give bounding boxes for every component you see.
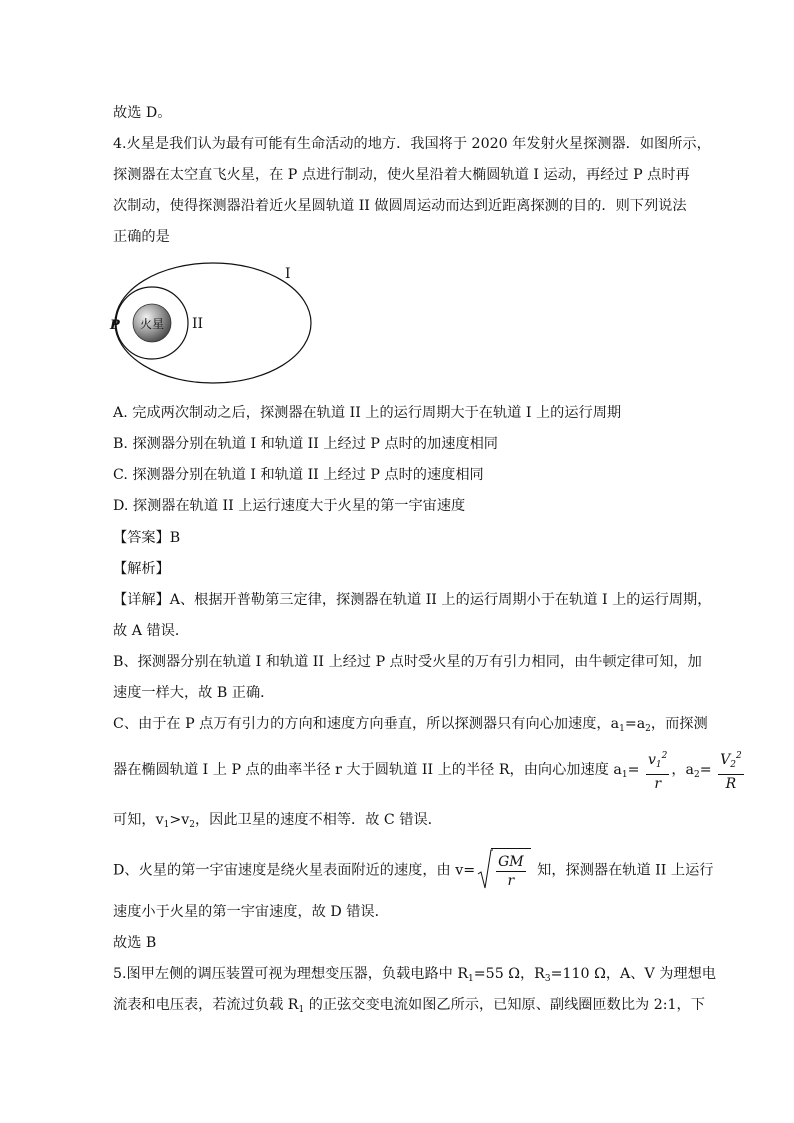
detail-c-line-1: C、由于在 P 点万有引力的方向和速度方向垂直，所以探测器只有向心加速度，$a_1=a_2$，而探测 <box>113 716 708 734</box>
detail-b-line-1: B、探测器分别在轨道 I 和轨道 II 上经过 P 点时受火星的万有引力相同，由牛顿定律可知，加 <box>113 654 702 670</box>
q4-line-3: 次制动，使得探测器沿着近火星圆轨道 II 做圆周运动而达到近距离探测的目的．则下列说法 <box>113 198 687 214</box>
option-a: A. 完成两次制动之后，探测器在轨道 II 上的运行周期大于在轨道 I 上的运行周期 <box>113 405 622 421</box>
analysis-conclusion: 故选 B <box>113 935 157 951</box>
q4-line-4: 正确的是 <box>113 229 170 245</box>
orbit-diagram <box>108 262 328 392</box>
detail-c-text-1-tail: ，而探测 <box>650 716 708 732</box>
mars-label: 火星 <box>139 317 165 331</box>
detail-a-line-2: 故 A 错误． <box>113 623 190 639</box>
detail-d-line-1 <box>113 848 714 893</box>
detail-d-text-1-tail: 知，探测器在轨道 II 上运行 <box>532 862 714 879</box>
orbit-1-label: I <box>285 266 291 282</box>
orbit-2-label: II <box>192 316 204 332</box>
q5-text-1: 5.图甲左侧的调压装置可视为理想变压器，负载电路中 R <box>113 966 469 982</box>
detail-b-line-2: 速度一样大，故 B 正确． <box>113 685 275 701</box>
q5-line-1: 5.图甲左侧的调压装置可视为理想变压器，负载电路中 $R_1=55$ Ω，$R_3=110$ Ω，A、V 为理想电 <box>113 966 716 984</box>
detail-c-text-2: 器在椭圆轨道 I 上 P 点的曲率半径 r 大于圆轨道 II 上的半径 R，由向心加速度 a <box>113 762 622 778</box>
q4-line-2: 探测器在太空直飞火星，在 P 点进行制动，使火星沿着大椭圆轨道 I 运动，再经过 P 点时再 <box>113 167 690 183</box>
detail-c-line-3: 可知，$v_1>v_2$，因此卫星的速度不相等．故 C 错误． <box>113 812 442 830</box>
conclusion-prev: 故选 D。 <box>113 105 172 121</box>
answer-line <box>113 528 683 548</box>
point-p-label: P <box>110 318 120 333</box>
q5-text-1-mid: =55 Ω，R <box>473 966 545 982</box>
q5-text-2: 流表和电压表，若流过负载 R <box>113 997 299 1013</box>
detail-d-text-1: D、火星的第一宇宙速度是绕火星表面附近的速度，由 v= <box>113 862 476 879</box>
detail-c-text-1: C、由于在 P 点万有引力的方向和速度方向垂直，所以探测器只有向心加速度，a <box>113 716 620 732</box>
q5-text-2-tail: 的正弦交变电流如图乙所示，已知原、副线圈匝数比为 2:1，下 <box>304 997 705 1013</box>
detail-d-line-2: 速度小于火星的第一宇宙速度，故 D 错误． <box>113 904 389 920</box>
q4-line-1: 4.火星是我们认为最有可能有生命活动的地方．我国将于 2020 年发射火星探测器．如图所示， <box>113 136 711 152</box>
q5-line-2: 流表和电压表，若流过负载 $R_1$ 的正弦交变电流如图乙所示，已知原、副线圈匝数比为 2:1，下 <box>113 997 705 1015</box>
formula-sqrt-gm-r: $\frac{GM}{r}$ <box>477 848 531 893</box>
detail-c-text-3: 可知，v <box>113 812 164 828</box>
detail-c-text-3-tail: ，因此卫星的速度不相等．故 C 错误． <box>194 812 442 828</box>
formula-a1-fraction: $\frac{v_1^2}{r}$ <box>646 747 669 793</box>
answer-label: 【答案】 <box>113 530 170 546</box>
option-b: B. 探测器分别在轨道 I 和轨道 II 上经过 P 点时的加速度相同 <box>113 436 498 452</box>
option-c: C. 探测器分别在轨道 I 和轨道 II 上经过 P 点时的速度相同 <box>113 467 484 483</box>
q5-text-1-tail: =110 Ω，A、V 为理想电 <box>550 966 716 982</box>
analysis-label: 【解析】 <box>113 561 170 577</box>
option-d: D. 探测器在轨道 II 上运行速度大于火星的第一宇宙速度 <box>113 498 466 514</box>
detail-c-line-2: 器在椭圆轨道 I 上 P 点的曲率半径 r 大于圆轨道 II 上的半径 R，由向心加速度 $a_1=$ $\frac{v_1^2}{r}$ ，$a_2=$ $\frac{V_2^2}{R}$ <box>113 747 683 795</box>
answer-value: B <box>169 530 181 546</box>
formula-a2-fraction: $\frac{V_2^2}{R}$ <box>718 747 744 793</box>
detail-a-line-1: 【详解】A、根据开普勒第三定律，探测器在轨道 II 上的运行周期小于在轨道 I 上的运行周期， <box>113 592 712 608</box>
